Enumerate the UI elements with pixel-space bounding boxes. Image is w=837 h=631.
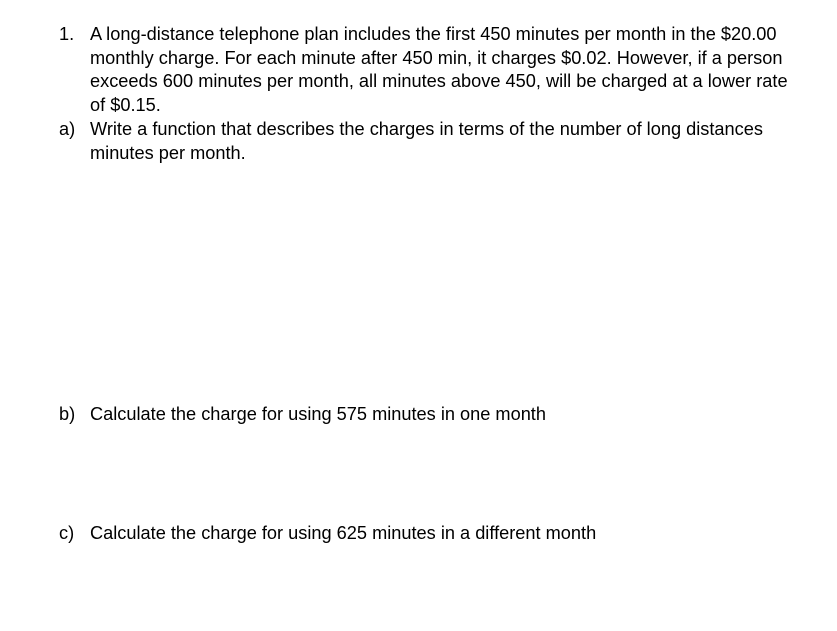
question-number: 1.	[59, 24, 75, 44]
part-b-text: Calculate the charge for using 575 minutes in one month	[90, 404, 546, 424]
part-c-text: Calculate the charge for using 625 minutes in a different month	[90, 523, 597, 543]
part-a-label: a)	[59, 119, 76, 139]
part-b-label: b)	[59, 404, 76, 424]
question-text: A long-distance telephone plan includes the first 450 minutes per month in the $20.00 monthly charge. For each minute after 450 min, it charges $0.02. However, if a person exceeds 600 minutes per month, all minutes above 450, will be charged at a lower rate of $0.15.	[90, 24, 788, 115]
part-a	[59, 118, 799, 165]
part-c-label: c)	[59, 523, 75, 543]
part-c	[59, 522, 799, 546]
question-1	[59, 23, 799, 117]
part-b	[59, 403, 799, 427]
part-a-text: Write a function that describes the charges in terms of the number of long distances minutes per month.	[90, 119, 763, 163]
